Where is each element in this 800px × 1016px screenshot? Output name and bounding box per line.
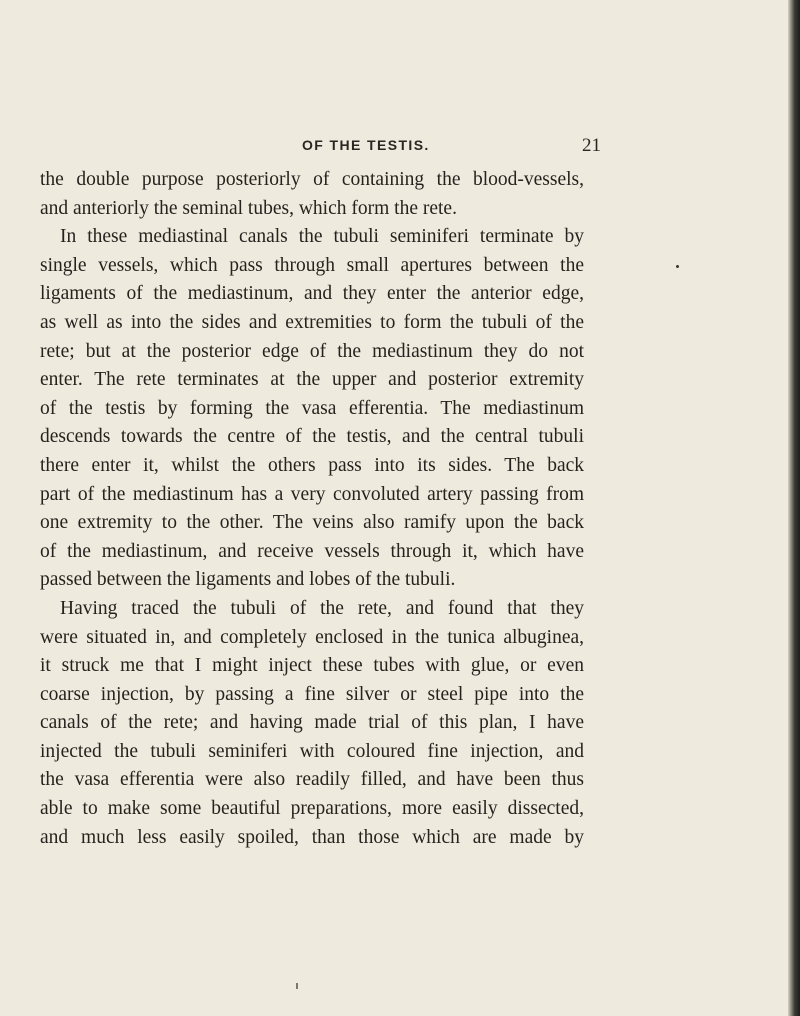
text-line: it struck me that I might inject these tubes with glue, or even <box>40 655 584 677</box>
text-line: In these mediastinal canals the tubuli seminiferi terminate by <box>60 226 584 248</box>
paper-speck <box>676 265 679 268</box>
text-line: of the mediastinum, and receive vessels through it, which have <box>40 540 584 562</box>
text-line: enter. The rete terminates at the upper and posterior extremity <box>40 369 584 391</box>
text-line: one extremity to the other. The veins also ramify upon the back <box>40 512 584 534</box>
text-line: Having traced the tubuli of the rete, and found that they <box>60 597 584 619</box>
text-line: single vessels, which pass through small apertures between the <box>40 254 584 276</box>
body-text <box>40 166 584 852</box>
text-line: injected the tubuli seminiferi with coloured fine injection, and <box>40 740 584 762</box>
running-title: OF THE TESTIS. <box>302 137 430 153</box>
text-line: ligaments of the mediastinum, and they enter the anterior edge, <box>40 283 584 305</box>
page-number: 21 <box>582 135 601 156</box>
text-line: descends towards the centre of the testis, and the central tubuli <box>40 426 584 448</box>
running-head <box>40 135 760 159</box>
text-line: able to make some beautiful preparations, more easily dissected, <box>40 798 584 820</box>
text-line: passed between the ligaments and lobes of the tubuli. <box>40 569 456 591</box>
text-line: were situated in, and completely enclosed in the tunica albuginea, <box>40 626 584 648</box>
text-line: there enter it, whilst the others pass into its sides. The back <box>40 454 584 476</box>
text-line: the vasa efferentia were also readily filled, and have been thus <box>40 769 584 791</box>
text-line: and anteriorly the seminal tubes, which form the rete. <box>40 197 457 219</box>
text-line: rete; but at the posterior edge of the mediastinum they do not <box>40 340 584 362</box>
text-line: canals of the rete; and having made trial of this plan, I have <box>40 712 584 734</box>
text-line: as well as into the sides and extremities to form the tubuli of the <box>40 311 584 333</box>
text-line: of the testis by forming the vasa efferentia. The mediastinum <box>40 397 584 419</box>
text-line: and much less easily spoiled, than those which are made by <box>40 826 584 848</box>
paper-mark <box>296 983 298 989</box>
text-line: the double purpose posteriorly of containing the blood-vessels, <box>40 169 584 190</box>
page-edge-shadow <box>788 0 800 1016</box>
text-line: coarse injection, by passing a fine silver or steel pipe into the <box>40 683 584 705</box>
text-line: part of the mediastinum has a very convoluted artery passing from <box>40 483 584 505</box>
